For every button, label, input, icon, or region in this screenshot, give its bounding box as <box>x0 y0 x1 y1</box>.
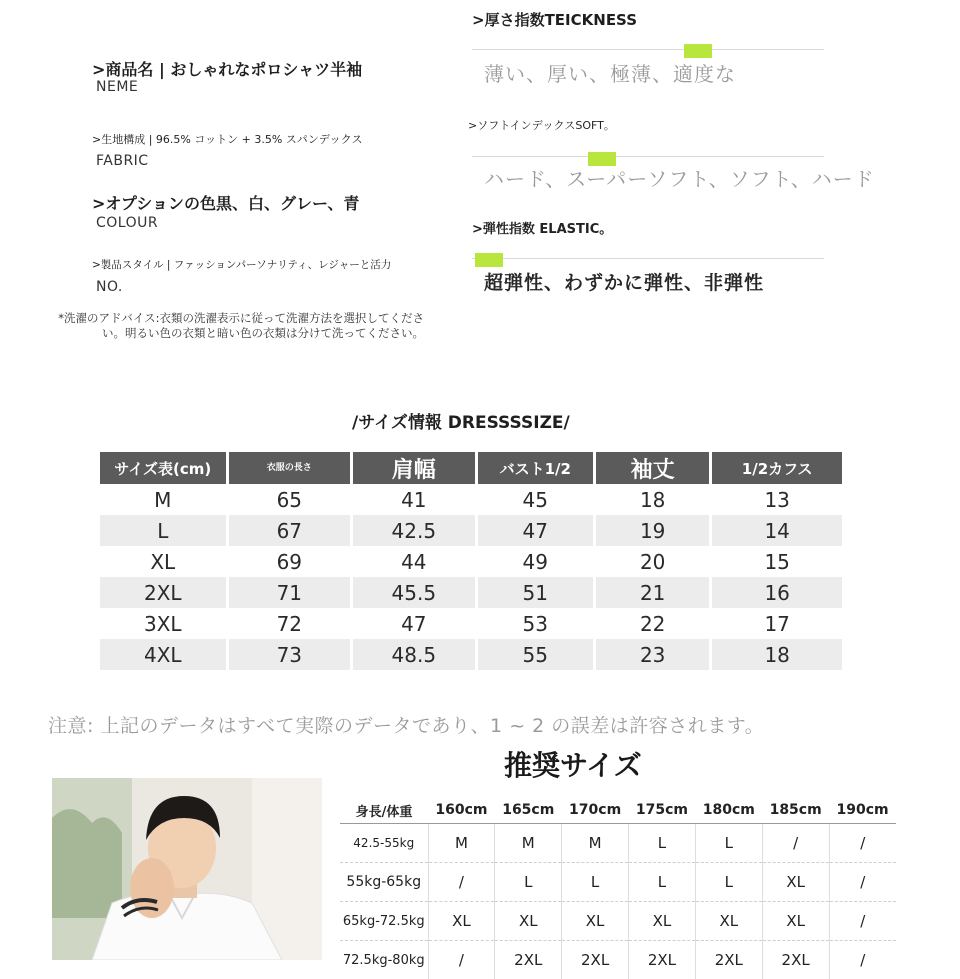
product-name-en: NEME <box>96 79 138 95</box>
style-en: NO. <box>96 279 123 295</box>
sleeve-header: 袖丈 <box>596 452 709 484</box>
table-row <box>100 608 842 639</box>
sleeve-cell: 22 <box>596 608 709 639</box>
fabric-en: FABRIC <box>96 153 149 169</box>
size-cell: XL <box>428 902 495 941</box>
size-cell: 2XL <box>762 941 829 979</box>
tolerance-note: 注意: 上記のデータはすべて実際のデータであり、1 ~ 2 の誤差は許容されます。 <box>48 711 764 738</box>
size-cell: / <box>428 941 495 979</box>
sleeve-cell: 23 <box>596 639 709 670</box>
bust-cell: 47 <box>478 515 593 546</box>
bust-cell: 53 <box>478 608 593 639</box>
thickness-marker <box>684 44 712 58</box>
shoulder-cell: 45.5 <box>353 577 475 608</box>
wash-advice: *洗濯のアドバイス:衣類の洗濯表示に従って洗濯方法を選択してください。明るい色の衣類と暗い色の衣類は分けて洗ってください。 <box>44 311 424 341</box>
size-cell: 3XL <box>100 608 226 639</box>
bust-cell: 49 <box>478 546 593 577</box>
shoulder-cell: 47 <box>353 608 475 639</box>
size-cell: XL <box>629 902 696 941</box>
size-cell: M <box>495 824 562 863</box>
size-cell: L <box>629 863 696 902</box>
height-180-header: 180cm <box>695 797 762 824</box>
size-cell: / <box>829 824 896 863</box>
height-170-header: 170cm <box>562 797 629 824</box>
size-cell: XL <box>100 546 226 577</box>
table-row <box>100 515 842 546</box>
thickness-label: >厚さ指数TEICKNESS <box>472 9 637 30</box>
length-cell: 69 <box>229 546 351 577</box>
size-cell: 2XL <box>100 577 226 608</box>
bust-header: バスト1/2 <box>478 452 593 484</box>
size-cell: XL <box>695 902 762 941</box>
table-row <box>340 902 896 941</box>
table-row <box>340 824 896 863</box>
length-cell: 65 <box>229 484 351 515</box>
size-cell: 2XL <box>495 941 562 979</box>
size-cell: XL <box>762 902 829 941</box>
thickness-options: 薄い、厚い、極薄、適度な <box>484 58 736 87</box>
softness-label: >ソフトインデックスSOFT。 <box>468 117 615 133</box>
softness-options: ハード、スーパーソフト、ソフト、ハード <box>484 163 875 192</box>
size-cell: M <box>428 824 495 863</box>
height-175-header: 175cm <box>629 797 696 824</box>
shoulder-cell: 42.5 <box>353 515 475 546</box>
cuff-cell: 15 <box>712 546 842 577</box>
cuff-header: 1/2カフス <box>712 452 842 484</box>
bust-cell: 55 <box>478 639 593 670</box>
fabric-line: >生地構成 | 96.5% コットン + 3.5% スパンデックス <box>92 131 362 147</box>
cuff-cell: 17 <box>712 608 842 639</box>
size-cell: L <box>562 863 629 902</box>
thickness-divider <box>472 49 824 50</box>
product-name-line: >商品名 | おしゃれなポロシャツ半袖 <box>92 57 362 80</box>
length-header: 衣服の長さ <box>229 452 351 484</box>
size-cell: / <box>829 941 896 979</box>
size-info-title: /サイズ情報 DRESSSSIZE/ <box>352 408 570 433</box>
colour-en: COLOUR <box>96 215 158 231</box>
size-cell: L <box>695 824 762 863</box>
length-cell: 73 <box>229 639 351 670</box>
weight-range: 55kg-65kg <box>340 863 428 902</box>
shoulder-header: 肩幅 <box>353 452 475 484</box>
softness-divider <box>472 156 824 157</box>
size-cell: 2XL <box>629 941 696 979</box>
length-cell: 71 <box>229 577 351 608</box>
height-185-header: 185cm <box>762 797 829 824</box>
size-cell: 2XL <box>695 941 762 979</box>
model-photo <box>52 778 322 960</box>
model-photo-illustration <box>52 778 322 960</box>
size-cell: 2XL <box>562 941 629 979</box>
weight-range: 65kg-72.5kg <box>340 902 428 941</box>
weight-range: 42.5-55kg <box>340 824 428 863</box>
elastic-options: 超弾性、わずかに弾性、非弾性 <box>484 268 764 295</box>
table-row <box>100 639 842 670</box>
table-row <box>100 577 842 608</box>
sleeve-cell: 21 <box>596 577 709 608</box>
table-row <box>100 546 842 577</box>
size-header: サイズ表(cm) <box>100 452 226 484</box>
sleeve-cell: 18 <box>596 484 709 515</box>
length-cell: 72 <box>229 608 351 639</box>
bust-cell: 51 <box>478 577 593 608</box>
sleeve-cell: 20 <box>596 546 709 577</box>
size-cell: / <box>829 863 896 902</box>
shoulder-cell: 41 <box>353 484 475 515</box>
size-cell: / <box>428 863 495 902</box>
size-cell: 4XL <box>100 639 226 670</box>
size-cell: M <box>100 484 226 515</box>
table-row <box>100 484 842 515</box>
height-190-header: 190cm <box>829 797 896 824</box>
style-line: >製品スタイル | ファッションパーソナリティ、レジャーと活力 <box>92 257 391 272</box>
elastic-marker <box>475 253 503 267</box>
size-cell: XL <box>495 902 562 941</box>
shoulder-cell: 48.5 <box>353 639 475 670</box>
height-weight-header: 身長/体重 <box>340 797 428 824</box>
size-cell: / <box>829 902 896 941</box>
size-cell: L <box>695 863 762 902</box>
size-cell: L <box>629 824 696 863</box>
height-160-header: 160cm <box>428 797 495 824</box>
cuff-cell: 18 <box>712 639 842 670</box>
elastic-label: >弾性指数 ELASTIC。 <box>472 218 612 237</box>
sleeve-cell: 19 <box>596 515 709 546</box>
elastic-divider <box>472 258 824 259</box>
recommend-title: 推奨サイズ <box>504 744 642 784</box>
size-table <box>97 452 845 670</box>
size-cell: / <box>762 824 829 863</box>
shoulder-cell: 44 <box>353 546 475 577</box>
size-cell: XL <box>562 902 629 941</box>
size-cell: L <box>495 863 562 902</box>
height-165-header: 165cm <box>495 797 562 824</box>
length-cell: 67 <box>229 515 351 546</box>
cuff-cell: 14 <box>712 515 842 546</box>
table-row <box>340 863 896 902</box>
colour-line: >オプションの色黒、白、グレー、青 <box>92 191 359 214</box>
size-cell: XL <box>762 863 829 902</box>
cuff-cell: 13 <box>712 484 842 515</box>
cuff-cell: 16 <box>712 577 842 608</box>
recommend-table <box>340 797 896 979</box>
size-cell: L <box>100 515 226 546</box>
bust-cell: 45 <box>478 484 593 515</box>
weight-range: 72.5kg-80kg <box>340 941 428 979</box>
size-cell: M <box>562 824 629 863</box>
